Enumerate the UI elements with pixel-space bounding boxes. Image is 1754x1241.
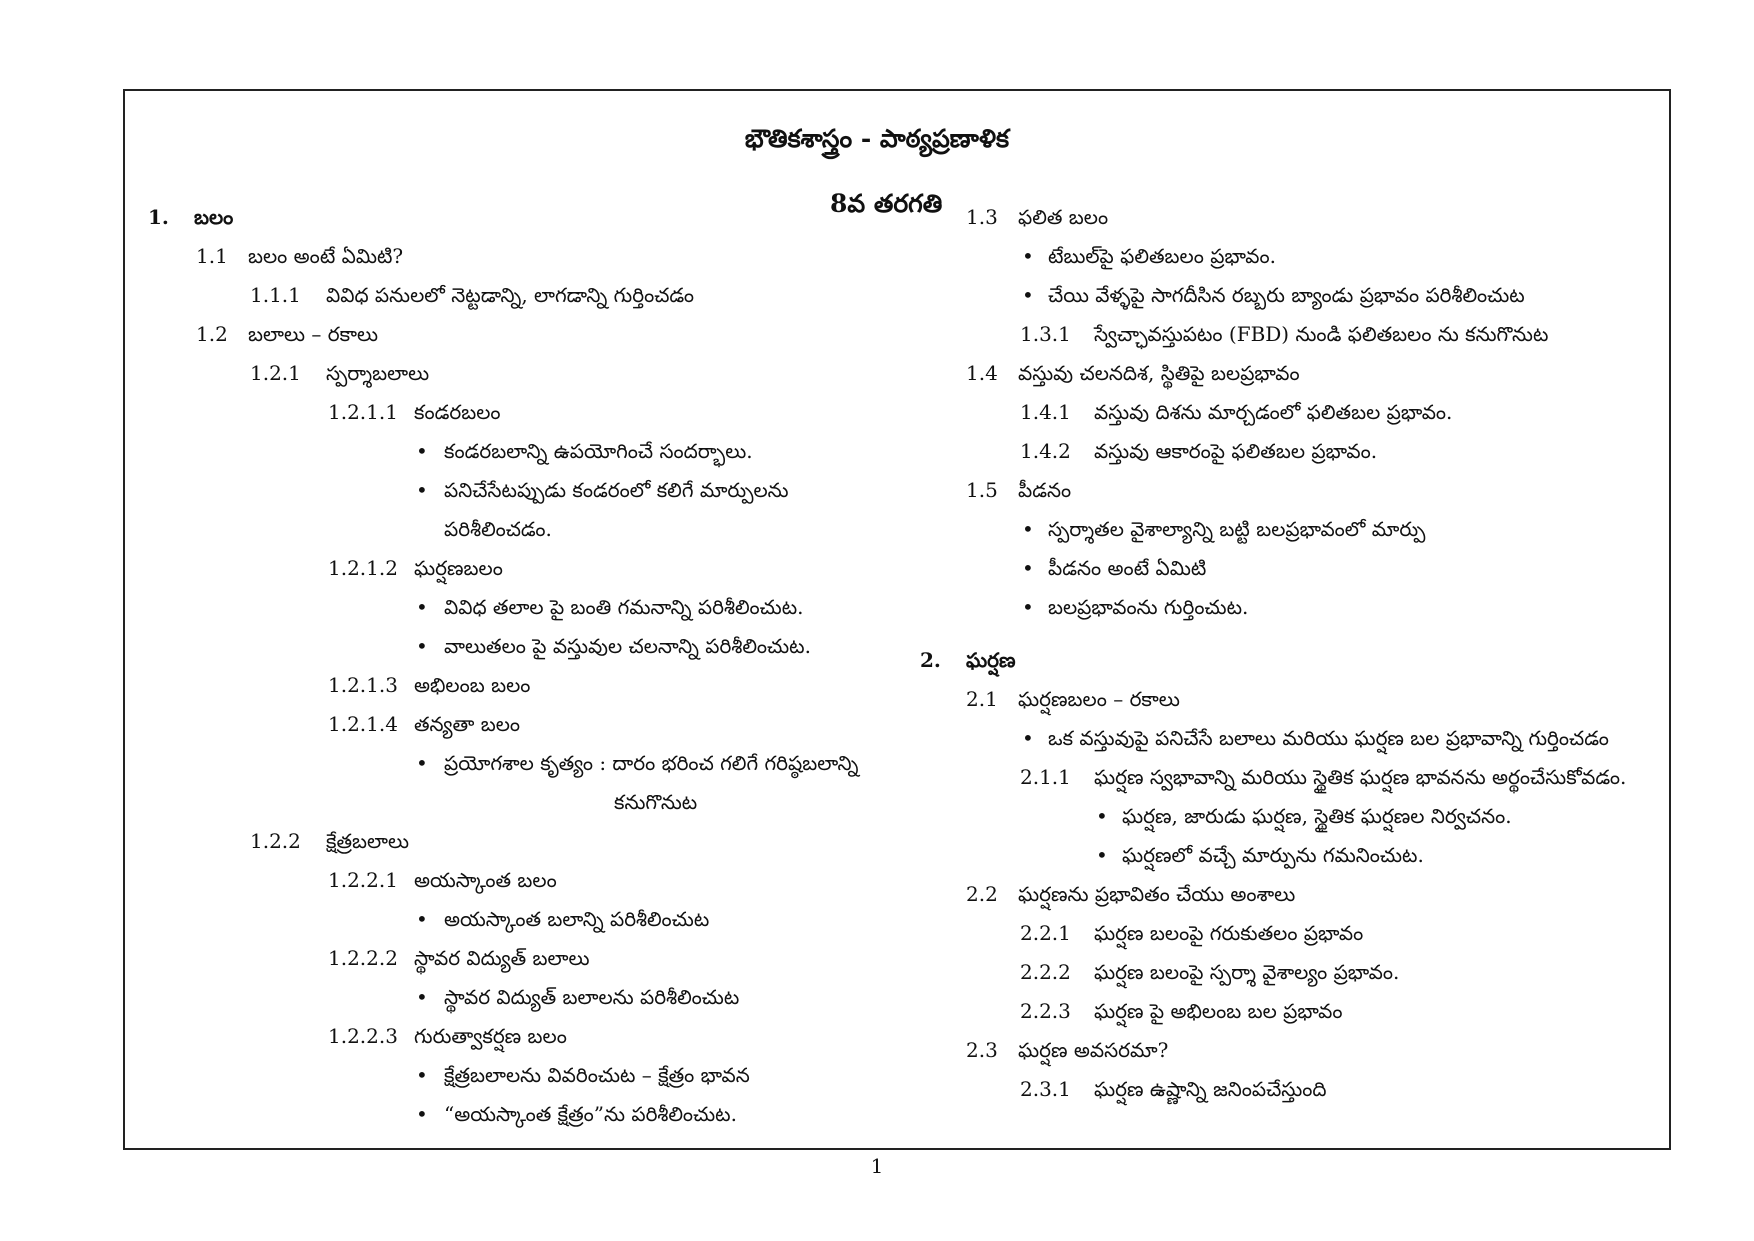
section-title: ఘర్షణ xyxy=(966,648,1016,672)
list-item: కండరబలాన్ని ఉపయోగించే సందర్భాలు. xyxy=(444,439,753,463)
section-number: 1.2 xyxy=(196,322,228,346)
section-title: ఘర్షణ అవసరమా? xyxy=(1018,1038,1169,1062)
list-item: స్థావర విద్యుత్ బలాలను పరిశీలించుట xyxy=(444,985,740,1009)
section-title: బలాలు – రకాలు xyxy=(248,322,379,346)
section-title: క్షేత్రబలాలు xyxy=(326,829,410,853)
section-title: ఘర్షణబలం – రకాలు xyxy=(1018,687,1180,711)
section-number: 2.1 xyxy=(966,687,998,711)
section-number: 1.4.1 xyxy=(1020,400,1071,424)
section-title: ఘర్షణ స్వభావాన్ని మరియు స్థైతిక ఘర్షణ భావనను అర్థంచేసుకోవడం. xyxy=(1094,765,1627,789)
section-number: 2.3.1 xyxy=(1020,1077,1071,1101)
section-title: ఘర్షణ బలంపై గరుకుతలం ప్రభావం xyxy=(1094,921,1364,945)
section-number: 1.2.2.1 xyxy=(328,868,398,892)
section-number: 1.3.1 xyxy=(1020,322,1071,346)
section-1 xyxy=(148,203,233,231)
section-number: 1.2.1 xyxy=(250,361,301,385)
section-1-2 xyxy=(196,320,378,348)
section-1-2-2 xyxy=(250,827,409,855)
bullet-icon: • xyxy=(416,907,428,931)
section-number: 1.2.2.3 xyxy=(328,1024,398,1048)
section-number: 1.2.1.3 xyxy=(328,673,398,697)
section-title: ఘర్షణ పై అభిలంబ బల ప్రభావం xyxy=(1094,999,1343,1023)
section-2-2 xyxy=(966,880,1295,908)
bullet-icon: • xyxy=(1096,843,1108,867)
section-title: ఘర్షణ ఉష్ణాన్ని జనింపచేస్తుంది xyxy=(1094,1077,1327,1101)
list-item-continuation: కనుగొనుట xyxy=(614,790,698,814)
section-number: 2. xyxy=(920,648,941,672)
section-2-1-1 xyxy=(1020,763,1626,791)
section-title: బలం xyxy=(194,205,234,229)
list-item: బలప్రభావంను గుర్తించుట. xyxy=(1048,595,1249,619)
section-number: 1.2.1.2 xyxy=(328,556,398,580)
section-title: స్వేచ్ఛావస్తుపటం (FBD) నుండి ఫలితబలం ను కనుగొనుట xyxy=(1094,322,1549,346)
section-title: స్థావర విద్యుత్ బలాలు xyxy=(414,946,590,970)
section-1-4-2 xyxy=(1020,437,1377,465)
section-number: 2.1.1 xyxy=(1020,765,1071,789)
section-title: పీడనం xyxy=(1018,478,1072,502)
section-number: 1.5 xyxy=(966,478,998,502)
list-item: ప్రయోగశాల కృత్యం : దారం భరించ గలిగే గరిష్ఠబలాన్ని xyxy=(444,751,859,775)
section-title: ఘర్షణబలం xyxy=(414,556,503,580)
section-2-3 xyxy=(966,1036,1168,1064)
section-1-3-1 xyxy=(1020,320,1548,348)
bullet-icon: • xyxy=(1022,283,1034,307)
list-item: ఘర్షణ, జారుడు ఘర్షణ, స్థైతిక ఘర్షణల నిర్వచనం. xyxy=(1122,804,1512,828)
section-number: 2.2 xyxy=(966,882,998,906)
section-number: 1.2.1.4 xyxy=(328,712,398,736)
section-title: ఫలిత బలం xyxy=(1018,205,1109,229)
section-1-2-2-1 xyxy=(328,866,557,894)
section-title: ఘర్షణను ప్రభావితం చేయు అంశాలు xyxy=(1018,882,1296,906)
page-title: భౌతికశాస్త్రం - పాఠ్యప్రణాళిక xyxy=(744,124,1010,153)
list-item: అయస్కాంత బలాన్ని పరిశీలించుట xyxy=(444,907,710,931)
section-2-2-1 xyxy=(1020,919,1363,947)
section-number: 1. xyxy=(148,205,169,229)
bullet-icon: • xyxy=(1022,244,1034,268)
section-title: ఘర్షణ బలంపై స్పర్శా వైశాల్యం ప్రభావం. xyxy=(1094,960,1400,984)
section-number: 2.3 xyxy=(966,1038,998,1062)
section-1-5 xyxy=(966,476,1071,504)
section-1-2-1-4 xyxy=(328,710,520,738)
section-title: వివిధ పనులలో నెట్టడాన్ని, లాగడాన్ని గుర్తించడం xyxy=(326,283,695,307)
section-number: 2.2.3 xyxy=(1020,999,1071,1023)
section-number: 1.2.2.2 xyxy=(328,946,398,970)
list-item: వాలుతలం పై వస్తువుల చలనాన్ని పరిశీలించుట. xyxy=(444,634,811,658)
bullet-icon: • xyxy=(1096,804,1108,828)
bullet-icon: • xyxy=(1022,556,1034,580)
section-title: అయస్కాంత బలం xyxy=(414,868,557,892)
section-number: 1.2.2 xyxy=(250,829,301,853)
section-title: గురుత్వాకర్షణ బలం xyxy=(414,1024,567,1048)
section-1-3 xyxy=(966,203,1108,231)
list-item-continuation: పరిశీలించడం. xyxy=(444,517,552,541)
section-number: 1.2.1.1 xyxy=(328,400,398,424)
list-item: పీడనం అంటే ఏమిటి xyxy=(1048,556,1207,580)
section-title: తన్యతా బలం xyxy=(414,712,521,736)
bullet-icon: • xyxy=(416,751,428,775)
section-1-2-1 xyxy=(250,359,429,387)
grade-heading: 8వ తరగతి xyxy=(830,189,943,218)
section-1-2-1-3 xyxy=(328,671,530,699)
section-1-4-1 xyxy=(1020,398,1452,426)
section-1-1 xyxy=(196,242,403,270)
section-1-2-2-3 xyxy=(328,1022,567,1050)
section-1-1-1 xyxy=(250,281,694,309)
section-title: కండరబలం xyxy=(414,400,501,424)
section-1-2-2-2 xyxy=(328,944,590,972)
section-number: 2.2.1 xyxy=(1020,921,1071,945)
bullet-icon: • xyxy=(1022,517,1034,541)
section-number: 1.1 xyxy=(196,244,228,268)
list-item: “అయస్కాంత క్షేత్రం”ను పరిశీలించుట. xyxy=(444,1102,737,1126)
section-title: వస్తువు దిశను మార్చడంలో ఫలితబల ప్రభావం. xyxy=(1094,400,1453,424)
list-item: స్పర్శాతల వైశాల్యాన్ని బట్టి బలప్రభావంలో మార్పు xyxy=(1048,517,1426,541)
section-number: 1.4.2 xyxy=(1020,439,1071,463)
section-1-2-1-1 xyxy=(328,398,501,426)
bullet-icon: • xyxy=(416,1102,428,1126)
list-item: ఘర్షణలో వచ్చే మార్పును గమనించుట. xyxy=(1122,843,1424,867)
section-number: 1.3 xyxy=(966,205,998,229)
bullet-icon: • xyxy=(1022,726,1034,750)
page-number: 1 xyxy=(870,1154,884,1178)
list-item: ఒక వస్తువుపై పనిచేసే బలాలు మరియు ఘర్షణ బల ప్రభావాన్ని గుర్తించడం xyxy=(1048,726,1609,750)
section-number: 2.2.2 xyxy=(1020,960,1071,984)
section-2-3-1 xyxy=(1020,1075,1327,1103)
bullet-icon: • xyxy=(416,595,428,619)
bullet-icon: • xyxy=(416,1063,428,1087)
section-2-2-3 xyxy=(1020,997,1343,1025)
section-title: అభిలంబ బలం xyxy=(414,673,531,697)
section-title: వస్తువు ఆకారంపై ఫలితబల ప్రభావం. xyxy=(1094,439,1378,463)
bullet-icon: • xyxy=(416,985,428,1009)
section-title: వస్తువు చలనదిశ, స్థితిపై బలప్రభావం xyxy=(1018,361,1300,385)
section-2-2-2 xyxy=(1020,958,1399,986)
section-2 xyxy=(920,646,1016,674)
section-title: బలం అంటే ఏమిటి? xyxy=(248,244,404,268)
section-1-4 xyxy=(966,359,1300,387)
list-item: చేయి వేళ్ళపై సాగదీసిన రబ్బరు బ్యాండు ప్రభావం పరిశీలించుట xyxy=(1048,283,1525,307)
section-number: 1.4 xyxy=(966,361,998,385)
bullet-icon: • xyxy=(416,478,428,502)
list-item: క్షేత్రబలాలను వివరించుట – క్షేత్రం భావన xyxy=(444,1063,750,1087)
list-item: పనిచేసేటప్పుడు కండరంలో కలిగే మార్పులను xyxy=(444,478,789,502)
list-item: టేబుల్‌పై ఫలితబలం ప్రభావం. xyxy=(1048,244,1276,268)
list-item: వివిధ తలాల పై బంతి గమనాన్ని పరిశీలించుట. xyxy=(444,595,804,619)
bullet-icon: • xyxy=(416,439,428,463)
bullet-icon: • xyxy=(416,634,428,658)
section-2-1 xyxy=(966,685,1180,713)
section-title: స్పర్శాబలాలు xyxy=(326,361,430,385)
bullet-icon: • xyxy=(1022,595,1034,619)
section-1-2-1-2 xyxy=(328,554,503,582)
section-number: 1.1.1 xyxy=(250,283,301,307)
